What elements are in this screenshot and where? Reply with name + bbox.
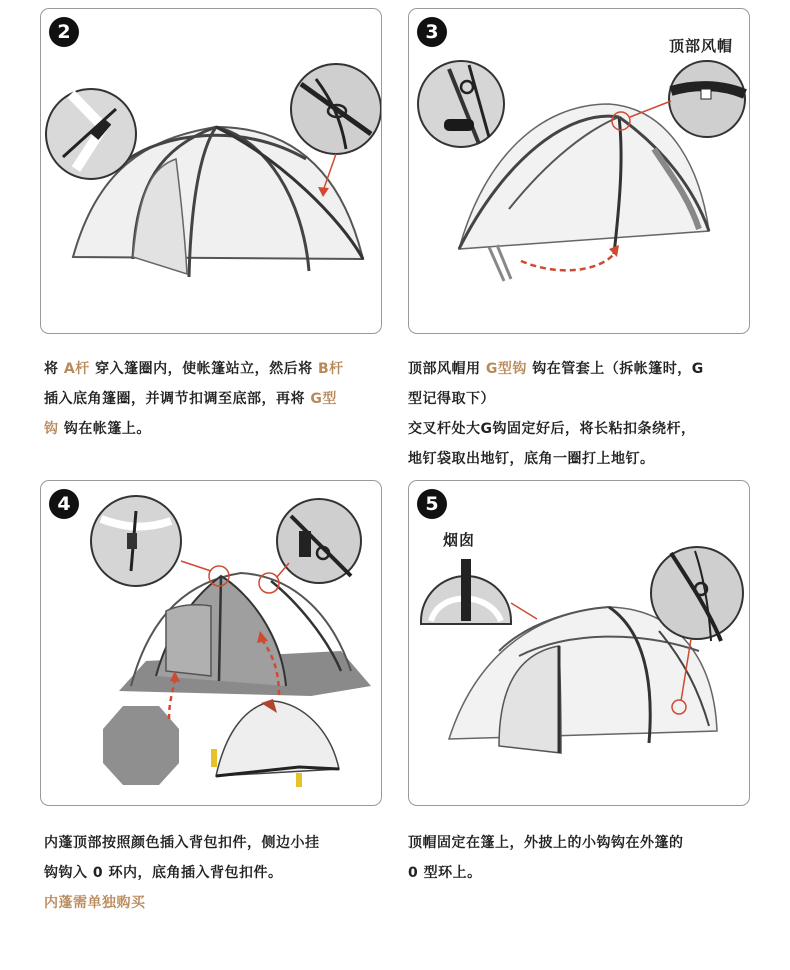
top-vent-label: 顶部风帽 bbox=[669, 37, 734, 55]
step-2-panel bbox=[40, 8, 382, 334]
step-5-panel bbox=[408, 480, 750, 806]
step-5-text: 顶帽固定在篷上，外披上的小钩钩在外篷的 0 型环上。 bbox=[408, 835, 684, 881]
step-number-badge: 4 bbox=[49, 489, 79, 519]
step-4-text: 内蓬顶部按照颜色插入背包扣件，侧边小挂 钩钩入 0 环内，底角插入背包扣件。 内蓬需单独购买 bbox=[44, 828, 396, 918]
step-3-illustration bbox=[409, 9, 749, 333]
step-4-panel bbox=[40, 480, 382, 806]
step-number-badge: 5 bbox=[417, 489, 447, 519]
step-number-badge: 2 bbox=[49, 17, 79, 47]
step-3-text: 顶部风帽用 G型钩 钩在管套上（拆帐篷时，G 型记得取下） 交叉杆处大G钩固定好后，将长粘扣条绕杆， 地钉袋取出地钉，底角一圈打上地钉。 bbox=[408, 361, 704, 467]
chimney-label: 烟囱 bbox=[443, 531, 476, 549]
step-number-badge: 3 bbox=[417, 17, 447, 47]
step-3-panel bbox=[408, 8, 750, 334]
step-2-illustration bbox=[41, 9, 381, 333]
step-2-text: 将 A杆 穿入篷圈内，使帐篷站立，然后将 B杆 插入底角篷圈，并调节扣调至底部，再将 G型 钩 钩在帐篷上。 bbox=[44, 361, 344, 437]
inner-tent-note: 内蓬需单独购买 bbox=[44, 895, 146, 911]
step-4-illustration bbox=[41, 481, 381, 805]
